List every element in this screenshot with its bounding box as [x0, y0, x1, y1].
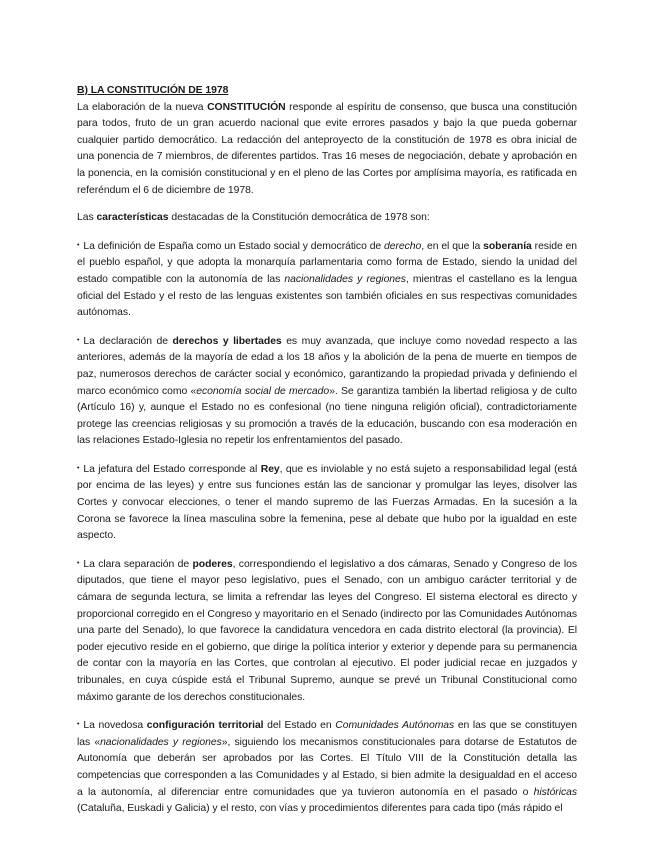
p1-bold-soberania: soberanía [483, 240, 532, 252]
p4-text-1: La clara separación de [83, 558, 193, 570]
lead-text-2: destacadas de la Constitución democrática de 1978 son: [168, 212, 430, 224]
bullet-paragraph-territorial [77, 717, 577, 818]
p3-text-2: , que es inviolable y no está sujeto a responsabilidad legal (está por encima de las leyes) y entre sus funciones están las de sancionar y promulgar las leyes, disolver las Cortes y convocar elecciones, o tener el mando supremo de las Fuerzas Armadas. En la sucesión a la Corona se favorece la línea masculina sobre la femenina, pese al debate que hubo por la igualdad en este aspecto. [77, 463, 578, 542]
p3-text-1: La jefatura del Estado corresponde al [83, 463, 261, 475]
p1-text-1: La definición de España como un Estado social y democrático de [83, 240, 385, 252]
p5-bold-configuracion: configuración territorial [146, 720, 264, 732]
p5-text-2: del Estado en [263, 720, 336, 732]
p1-text-3: reside en el pueblo español, y que adopta la monarquía parlamentaria como forma de Estado, siendo la unidad del estado compatible con la autonomía de las [77, 240, 578, 285]
p3-bold-rey: Rey [260, 463, 280, 475]
lead-bold-caracteristicas: características [96, 212, 169, 224]
p2-text-1: La declaración de [83, 335, 173, 347]
intro-paragraph [77, 100, 577, 200]
bullet-paragraph-rey [77, 461, 577, 545]
p5-italic-2: nacionalidades y regiones [100, 736, 222, 748]
intro-text-2: responde al espíritu de consenso, que busca una constitución para todos, fruto de un gran acuerdo nacional que evite errores pasados y bajo la que pueda gobernar cualquier partido democrático. La redacción del anteproyecto de la constitución de 1978 es obra inicial de una ponencia de 7 miembros, de diferentes partidos. Tras 16 meses de negociación, debate y aprobación en la ponencia, en la comisión constitucional y en el pleno de las Cortes por amplísima mayoría, es ratificada en referéndum el 6 de diciembre de 1978. [77, 101, 577, 196]
p1-text-4: , mientras el castellano es la lengua oficial del Estado y el resto de las lenguas existentes son también oficiales en sus respectivas comunidades autónomas. [77, 273, 578, 319]
bullet-paragraph-poderes [77, 556, 577, 706]
lead-paragraph [77, 210, 577, 227]
bullet-paragraph-derechos [77, 333, 577, 450]
p2-text-2: es muy avanzada, que incluye como novedad respecto a las anteriores, además de la mayoría de edad a los 18 años y la abolición de la pena de muerte en tiempos de paz, numerosos derechos de carácter social y económico, garantizando la propiedad privada y definiendo el marco económico como « [77, 335, 577, 397]
p2-text-3: ». Se garantiza también la libertad religiosa y de culto (Artículo 16) y, aunque el Estado no es confesional (no tiene ninguna religión oficial), contradictoriamente protege las creencias religiosas y su promoción a través de la educación, buscando con esa moderación en las relaciones Estado-Iglesia no repetir los enfrentamientos del pasado. [77, 385, 577, 447]
p2-bold-derechos: derechos y libertades [172, 335, 282, 347]
p5-text-3: en las que se constituyen las « [77, 720, 577, 748]
intro-bold-constitucion: CONSTITUCIÓN [207, 101, 286, 113]
p5-italic-1: Comunidades Autónomas [335, 720, 455, 732]
p4-text-2: , correspondiendo el legislativo a dos cámaras, Senado y Congreso de los diputados, que tiene el mayor peso legislativo, pues el Senado, con un ambiguo carácter territorial y de cámara de segunda lectura, se limita a refrendar las leyes del Congreso. El sistema electoral es directo y proporcional corregido en el Congreso y mayoritario en el Senado (indirecto por las Comunidades Autónomas una parte del Senado), lo que favorece la candidatura vencedora en cada distrito electoral (la provincia). El poder ejecutivo reside en el gobierno, que dirige la política interior y exterior y depende para su permanencia de contar con la mayoría en las Cortes, que controlan al ejecutivo. El poder judicial recae en juzgados y tribunales, en cuya cúspide está el Tribunal Supremo, aunque se prevé un Tribunal Constitucional como máximo garante de los derechos constitucionales. [77, 558, 578, 703]
p5-text-5: (Cataluña, Euskadi y Galicia) y el resto, con vías y procedimientos diferentes para cada tipo (más rápido el [77, 803, 563, 815]
p1-text-2: , en el que la [421, 240, 484, 252]
p5-text-4: », siguiendo los mecanismos constitucionales para dotarse de Estatutos de Autonomía que deberán ser aprobados por las Cortes. El Título VIII de la Constitución detalla las competencias que corresponden a las Comunidades y al Estado, si bien admite la desigualdad en el acceso a la autonomía, al diferenciar entre comunidades que ya tuvieron autonomía en el pasado o [77, 736, 578, 798]
lead-text-1: Las [77, 212, 97, 224]
p1-italic-2: nacionalidades y regiones [284, 273, 406, 285]
bullet-paragraph-estado [77, 238, 577, 322]
document-body [77, 83, 577, 818]
p5-italic-3: históricas [533, 786, 577, 798]
section-title: B) LA CONSTITUCIÓN DE 1978 [77, 85, 229, 96]
p4-bold-poderes: poderes [192, 558, 233, 570]
p1-italic-1: derecho [384, 240, 422, 252]
p2-italic-1: economía social de mercado [196, 385, 330, 397]
p5-text-1: La novedosa [83, 720, 147, 732]
intro-text-1: La elaboración de la nueva [77, 101, 208, 113]
